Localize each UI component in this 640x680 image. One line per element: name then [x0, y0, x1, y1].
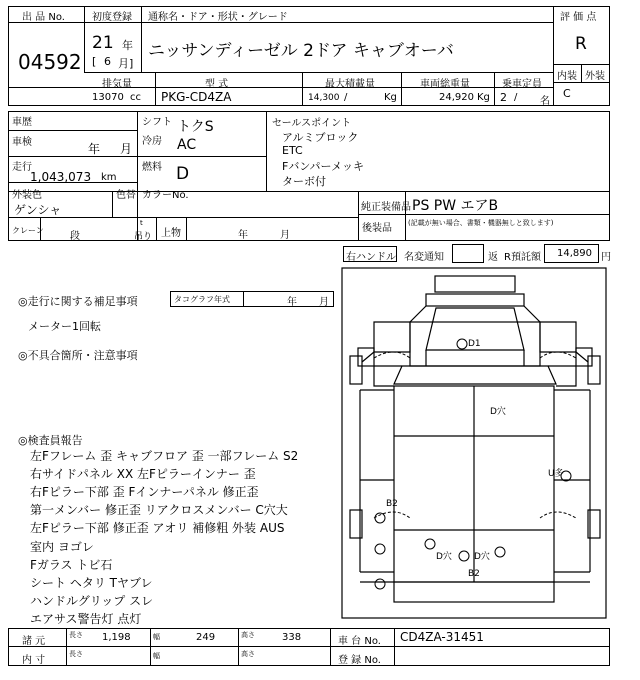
mileage-value: 1,043,073: [30, 170, 92, 184]
inspector-report-label: ◎検査員報告: [18, 434, 83, 447]
truck-damage-diagram: [340, 266, 610, 622]
model-name: ニッサンディーゼル 2ドア キャブオーバ: [148, 41, 454, 61]
displacement-label: 排気量: [102, 79, 132, 90]
exterior-label: 外装: [585, 71, 605, 82]
report-line: 室内 ヨゴレ: [30, 540, 94, 554]
capacity-label: 最大積載量: [325, 79, 375, 90]
damage-mark-b2-bottom: B2: [468, 569, 480, 579]
seats-unit: 名: [540, 96, 550, 107]
factory-equipment-items: PS PW エアB: [412, 198, 499, 214]
chassis-no: CD4ZA-31451: [400, 630, 484, 644]
driving-note: メーター1回転: [28, 320, 101, 333]
cab-roof: [435, 276, 515, 292]
first-reg-year-unit: 年: [122, 39, 133, 52]
inner-length-label: 長さ: [69, 650, 83, 658]
chassis-label: 車 台 No.: [338, 636, 381, 647]
capacity-value: 14,300: [308, 93, 340, 103]
inspection-label: 車検: [12, 137, 32, 148]
first-reg-month-close: 月]: [118, 57, 134, 70]
refund-label: 返: [488, 252, 498, 263]
exterior-color-label: 外装色: [12, 190, 42, 201]
sales-point-item: Fバンパーメッキ: [282, 160, 365, 173]
bed-month-unit: 月: [280, 230, 290, 241]
ac-value: AC: [177, 137, 197, 153]
change-notice-label: 名変通知: [404, 252, 444, 263]
factory-equipment-label: 純正装備品: [361, 202, 411, 213]
tacho-label: タコグラフ年式: [174, 295, 230, 304]
inner-height-label: 高さ: [241, 650, 255, 658]
steering-value: 右ハンドル: [346, 252, 396, 263]
model-label: 通称名・ドア・形状・グレード: [148, 12, 288, 23]
damage-mark-b2-left: B2: [386, 499, 398, 509]
sales-point-item: ETC: [282, 144, 303, 157]
width-label: 幅: [153, 633, 160, 641]
sales-point-item: アルミブロック: [282, 131, 359, 144]
damage-mark-d-hole: D穴: [490, 407, 506, 417]
lot-no-label: 出 品 No.: [22, 12, 65, 23]
inspection-year-unit: 年: [88, 142, 101, 156]
crane-lift-unit-top: t: [140, 219, 143, 227]
first-reg-label: 初度登録: [92, 12, 132, 23]
crane-lift-unit: 吊り: [134, 232, 153, 242]
shift-value: トクS: [177, 119, 214, 135]
length-label: 長さ: [69, 631, 83, 639]
color-no-label: カラーNo.: [142, 190, 189, 201]
report-line: 左Fピラー下部 修正歪 アオリ 補修粗 外装 AUS: [30, 521, 285, 535]
interior-grade: C: [563, 87, 571, 100]
gross-weight-label: 車両総重量: [420, 79, 470, 90]
sales-points-label: セールスポイント: [272, 118, 352, 129]
displacement-unit: cc: [130, 92, 141, 103]
lot-no: 04592: [18, 50, 82, 74]
recycle-unit: 円: [601, 252, 611, 263]
sales-point-item: ターボ付: [282, 175, 326, 188]
seats-sep: /: [514, 92, 518, 103]
damage-mark-u-multi: U多: [548, 469, 564, 479]
capacity-unit: Kg: [384, 92, 397, 103]
exterior-color-value: ゲンシャ: [14, 203, 62, 217]
height-value: 338: [282, 632, 302, 643]
width-value: 249: [196, 632, 216, 643]
damage-mark-d1: D1: [468, 339, 481, 349]
crane-steps-unit: 段: [70, 231, 80, 242]
gross-weight-unit: Kg: [477, 92, 490, 103]
footer-table: [8, 628, 610, 666]
grade-label: 評 価 点: [560, 12, 597, 23]
mileage-label: 走行: [12, 162, 32, 173]
aftermarket-label: 後装品: [362, 223, 392, 234]
type-label: 型 式: [205, 79, 229, 90]
crane-label: クレーン: [12, 226, 44, 235]
interior-label: 内装: [557, 71, 577, 82]
length-value: 1,198: [102, 632, 131, 643]
recycle-label: R預託額: [504, 252, 541, 263]
height-label: 高さ: [241, 631, 255, 639]
report-line: 右サイドパネル XX 左Fピラーインナー 歪: [30, 467, 256, 481]
seats-value: 2: [500, 91, 507, 104]
fuel-label: 燃料: [142, 162, 162, 173]
first-reg-month-open: [: [92, 55, 97, 68]
change-notice-box: [452, 244, 484, 263]
report-line: 右Fピラー下部 歪 Fインナーパネル 修正歪: [30, 485, 259, 499]
bed-year-unit: 年: [238, 230, 248, 241]
shift-label: シフト: [142, 117, 172, 128]
history-label: 車歴: [12, 117, 32, 128]
report-line: 第一メンバー 修正歪 リアクロスメンバー C穴大: [30, 503, 288, 517]
rear-gate: [394, 582, 554, 602]
fuel-value: D: [176, 164, 190, 184]
inner-dimensions-label: 内 寸: [22, 655, 46, 666]
seats-label: 乗車定員: [502, 79, 542, 90]
overall-grade: R: [575, 34, 587, 54]
report-line: シート ヘタリ Tヤブレ: [30, 576, 153, 590]
dimensions-label: 諸 元: [22, 636, 46, 647]
bed-label: 上物: [161, 228, 181, 239]
capacity-sep: /: [344, 92, 348, 103]
driving-notes-label: ◎走行に関する補足事項: [18, 295, 138, 308]
mirror-left: [358, 348, 374, 366]
damage-mark-d-hole-bottom-right: D穴: [474, 552, 490, 562]
ac-label: 冷房: [142, 136, 162, 147]
report-line: エアサス警告灯 点灯: [30, 612, 142, 626]
gross-weight-value: 24,920: [439, 92, 474, 103]
damage-mark-d-hole-bottom-left: D穴: [436, 552, 452, 562]
color-change-label: 色替: [116, 190, 136, 201]
displacement-value: 13070: [92, 92, 124, 103]
recycle-amount: 14,890: [557, 248, 592, 259]
inspection-month-unit: 月: [120, 142, 133, 156]
mirror-right: [576, 348, 592, 366]
aftermarket-note: (記載が無い場合、書類・機器無しと致します): [408, 219, 554, 227]
inner-width-label: 幅: [153, 652, 160, 660]
model-type: PKG-CD4ZA: [161, 90, 232, 104]
report-line: Fガラス トビ石: [30, 558, 113, 572]
tacho-year-unit: 年: [287, 297, 297, 308]
report-line: ハンドルグリップ スレ: [30, 594, 154, 608]
reg-no-label: 登 録 No.: [338, 655, 381, 666]
report-line: 左Fフレーム 歪 キャブフロア 歪 一部フレーム S2: [30, 449, 299, 463]
defects-label: ◎不具合箇所・注意事項: [18, 349, 138, 362]
mileage-unit: km: [101, 172, 117, 183]
tacho-month-unit: 月: [319, 297, 329, 308]
first-reg-month: 6: [104, 55, 111, 68]
first-reg-year: 21: [92, 33, 114, 53]
